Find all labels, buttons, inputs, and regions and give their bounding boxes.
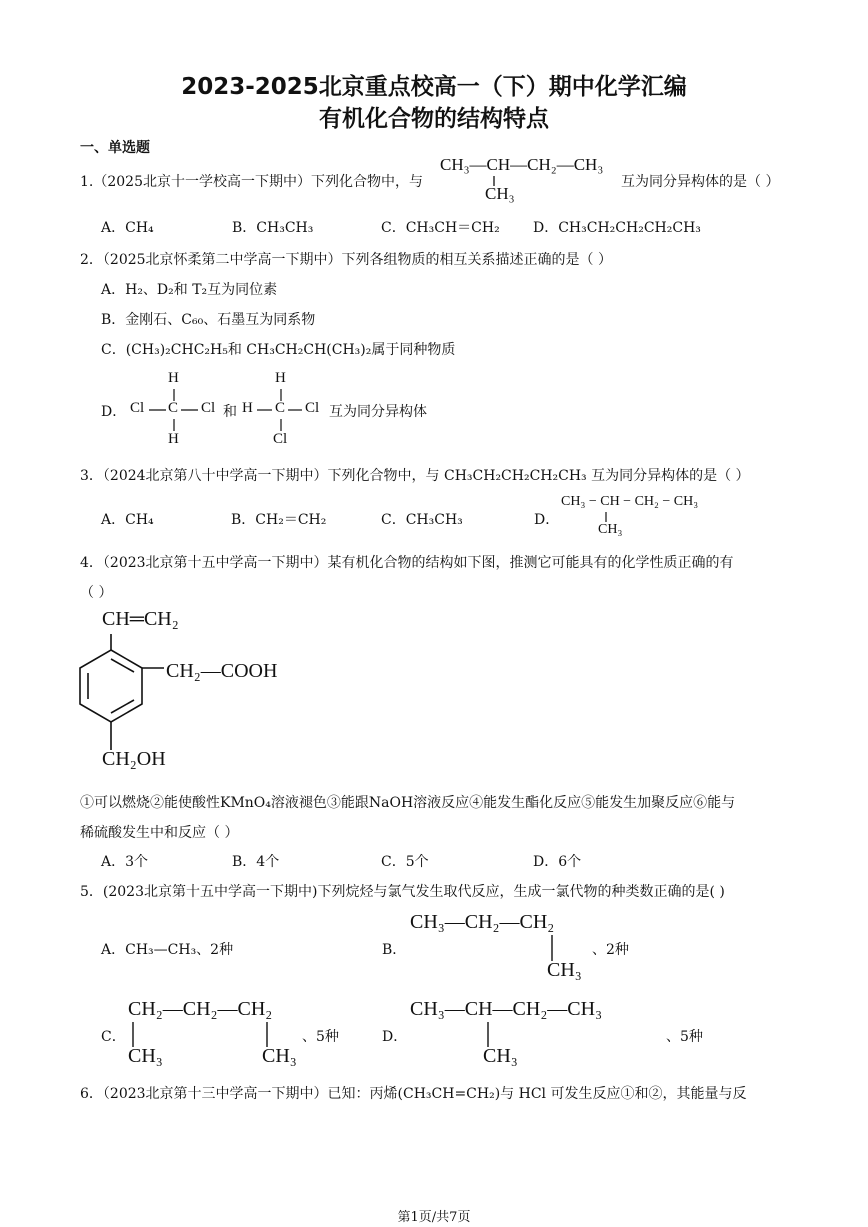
struct2-top-h: H xyxy=(275,370,286,386)
struct2-bottom-cl: Cl xyxy=(273,431,288,447)
q4-hydroxymethyl: CH₂OH xyxy=(102,748,166,770)
struct1-right-cl: Cl xyxy=(201,400,216,416)
question-5-option-d-branch: CH₃ xyxy=(483,1045,518,1067)
question-1-stem: 1.（2025北京十一学校高一下期中）下列化合物中，与 xyxy=(80,174,423,190)
question-3-option-d-structure: CH₃ − CH − CH₂ − CH₃ xyxy=(561,494,699,509)
question-4-option-c: C．5个 xyxy=(381,854,429,870)
question-5-option-c-structure: CH₂—CH₂—CH₂ xyxy=(128,998,273,1020)
section-heading: 一、单选题 xyxy=(80,140,150,156)
question-3-option-a: A．CH₄ xyxy=(101,512,154,528)
question-2-stem: 2．（2025北京怀柔第二中学高一下期中）下列各组物质的相互关系描述正确的是（ ） xyxy=(80,252,612,268)
struct1-center-c: C xyxy=(168,400,179,416)
question-4-option-b: B．4个 xyxy=(232,854,280,870)
question-4-properties-line2: 稀硫酸发生中和反应（ ） xyxy=(80,825,239,841)
question-5-option-c-count: 、5种 xyxy=(302,1029,339,1045)
question-2-option-c: C．(CH₃)₂CHC₂H₅和 CH₃CH₂CH(CH₃)₂属于同种物质 xyxy=(101,342,456,358)
question-3-option-d-branch: CH₃ xyxy=(598,522,623,537)
question-1-structure-main: CH₃—CH—CH₂—CH₃ xyxy=(440,155,604,174)
question-4-properties-line1: ①可以燃烧②能使酸性KMnO₄溶液褪色③能跟NaOH溶液反应④能发生酯化反应⑤能发生加聚反应⑥能与 xyxy=(80,795,736,811)
question-2-option-d-tail: 互为同分异构体 xyxy=(329,404,427,420)
question-2-option-a: A．H₂、D₂和 T₂互为同位素 xyxy=(101,282,278,298)
struct1-bottom-h: H xyxy=(168,431,179,447)
struct2-center-c: C xyxy=(275,400,286,416)
question-2-option-d-and: 和 xyxy=(223,404,237,420)
question-4-option-a: A．3个 xyxy=(101,854,149,870)
struct1-top-h: H xyxy=(168,370,179,386)
q4-vinyl-group: CH═CH₂ xyxy=(102,608,179,630)
question-4-stem: 4．（2023北京第十五中学高一下期中）某有机化合物的结构如下图，推测它可能具有的化学性质正确的有 xyxy=(80,555,734,571)
question-5-stem: 5．(2023北京第十五中学高一下期中)下列烷烃与氯气发生取代反应，生成一氯代物的种类数正确的是( ) xyxy=(80,884,725,900)
question-2-option-d-label: D． xyxy=(101,404,127,420)
question-5-option-b-label: B． xyxy=(382,942,407,958)
struct2-right-cl: Cl xyxy=(305,400,320,416)
document-title: 2023-2025北京重点校高一（下）期中化学汇编 xyxy=(181,74,687,100)
question-5-option-b-count: 、2种 xyxy=(592,942,629,958)
question-3-option-b: B．CH₂＝CH₂ xyxy=(231,512,327,528)
page-footer: 第1页/共7页 xyxy=(397,1210,471,1225)
struct2-left-h: H xyxy=(242,400,253,416)
question-6-stem: 6．（2023北京第十三中学高一下期中）已知：丙烯(CH₃CH=CH₂)与 HCl 可发生反应①和②，其能量与反 xyxy=(80,1086,747,1102)
question-3-option-c: C．CH₃CH₃ xyxy=(381,512,463,528)
question-5-option-d-count: 、5种 xyxy=(666,1029,703,1045)
question-1-stem-tail: 互为同分异构体的是（ ） xyxy=(621,174,780,190)
question-1-option-b: B．CH₃CH₃ xyxy=(232,220,314,236)
document-subtitle: 有机化合物的结构特点 xyxy=(319,106,549,132)
question-2-option-b: B．金刚石、C₆₀、石墨互为同系物 xyxy=(101,312,316,328)
struct1-left-cl: Cl xyxy=(130,400,145,416)
question-4-option-d: D．6个 xyxy=(533,854,582,870)
question-1-option-a: A．CH₄ xyxy=(101,220,154,236)
question-5-option-d-structure: CH₃—CH—CH₂—CH₃ xyxy=(410,998,603,1020)
question-5-option-c-branch-right: CH₃ xyxy=(262,1045,297,1067)
question-1-option-c: C．CH₃CH＝CH₂ xyxy=(381,220,500,236)
question-1-option-d: D．CH₃CH₂CH₂CH₂CH₃ xyxy=(533,220,701,236)
question-1-structure-branch: CH₃ xyxy=(485,184,515,203)
question-5-option-b-branch: CH₃ xyxy=(547,959,582,981)
question-5-option-c-label: C． xyxy=(101,1029,126,1045)
question-4-stem-paren: （ ） xyxy=(80,585,113,601)
question-3-stem: 3．（2024北京第八十中学高一下期中）下列化合物中，与 CH₃CH₂CH₂CH₂CH₃ 互为同分异构体的是（ ） xyxy=(80,468,750,484)
question-5-option-d-label: D． xyxy=(382,1029,408,1045)
question-5-option-a: A．CH₃—CH₃、2种 xyxy=(101,942,234,958)
q4-side-chain: CH₂—COOH xyxy=(166,660,278,682)
question-5-option-c-branch-left: CH₃ xyxy=(128,1045,163,1067)
question-3-option-d-label: D． xyxy=(534,512,560,528)
question-5-option-b-structure: CH₃—CH₂—CH₂ xyxy=(410,911,555,933)
